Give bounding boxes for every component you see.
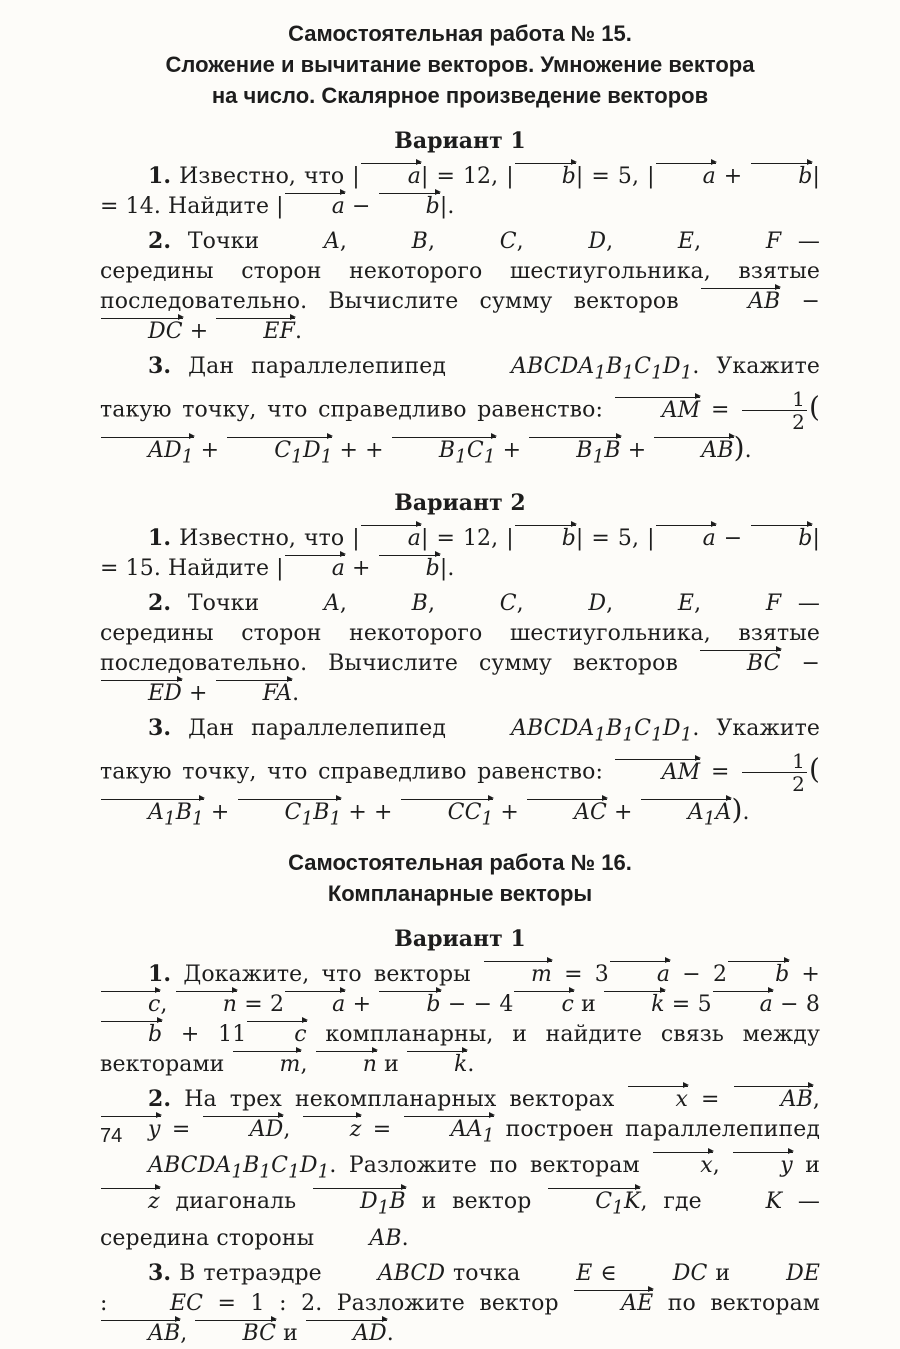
page-number: 74: [100, 1125, 123, 1147]
work16-title: [100, 847, 820, 909]
work15-title-line3: на число. Скалярное произведение векторов: [211, 83, 709, 108]
work16-v1-task1: 1. Докажите, что векторы m = 3 a − 2 b + c, n = 2 a + b − − 4 c и k = 5 a − 8b + 11 c компланарны, и найдите связь между векторами m, n и k.: [100, 959, 820, 1080]
work15-variant1-heading: Вариант 1: [394, 128, 526, 154]
work15-title-line1: Самостоятельная работа № 15.: [288, 21, 632, 46]
work15-v2-task2: 2. Точки A, B, C, D, E, F — середины сторон некоторого шестиугольника, взятые последовательно. Вычислите сумму векторов BC − ED + FA.: [100, 588, 820, 709]
work15-v1-task3: 3. Дан параллелепипед $ABCDA_1B_1C_1D_1$. Укажите такую точку, что справедливо равенство: AM = $\frac{1}{2}$ ($AD_1 + C_1D_1$ + + $B_1C_1 + B_1B + AB$).: [100, 351, 820, 473]
work15-v2-task1: 1. Известно, что | a| = 12, | b| = 5, | a − b| = 15. Найдите | a + b|.: [100, 523, 820, 584]
work15-v1-task1: 1. Известно, что | a| = 12, | b| = 5, | a + b| = 14. Найдите | a − b|.: [100, 161, 820, 222]
work16-variant1-heading: Вариант 1: [394, 925, 526, 952]
work16-v1-task2: 2. На трех некомпланарных векторах x = AB, y = AD, $z = AA_1$ построен параллелепипед $ABCDA_1B_1C_1D_1$. Разложите по векторам x, y и z диагональ $D_1B$ и вектор $C_1K$, где K — середина стороны AB.: [100, 1085, 821, 1251]
work15-v2-task3: 3. Дан параллелепипед $ABCDA_1B_1C_1D_1$. Укажите такую точку, что справедливо равенство: AM = $\frac{1}{2}$ ($A_1B_1 + C_1B_1$ + + $CC_1$ + AC + $A_1A$).: [100, 713, 820, 835]
work16-title-line2: Компланарные векторы: [327, 880, 593, 906]
work16-v1-task3: 3. В тетраэдре ABCD точка E ∈ DC и DE : EC = 1 : 2. Разложите вектор AE по векторам AB, BC и AD.: [100, 1258, 820, 1349]
work15-title-line2: Сложение и вычитание векторов. Умножение вектора: [165, 52, 755, 77]
work16-title-line1: Самостоятельная работа № 16.: [288, 849, 632, 875]
work15-variant2-heading: Вариант 2: [394, 489, 526, 516]
work15-title: [100, 0, 820, 111]
work15-v1-task2: 2. Точки A, B, C, D, E, F — середины сторон некоторого шестиугольника, взятые последовательно. Вычислите сумму векторов AB − DC + EF.: [100, 226, 820, 347]
